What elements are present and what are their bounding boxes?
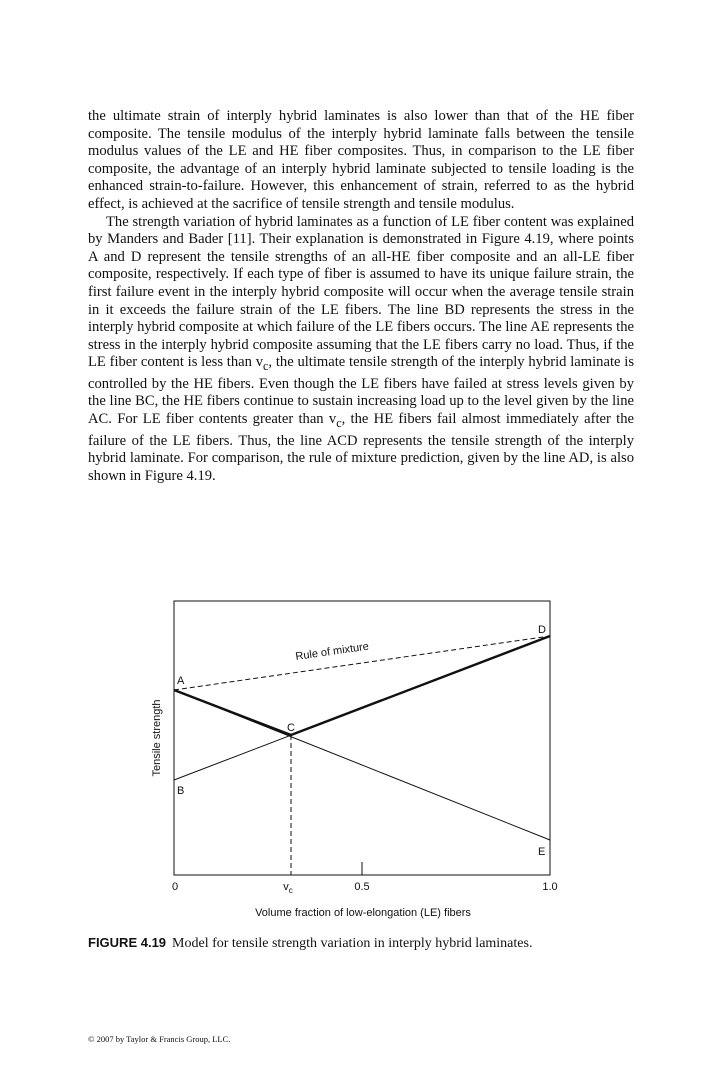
vc-subscript-2: c	[336, 415, 342, 430]
tick-label-10: 1.0	[542, 881, 558, 893]
figure-4-19	[140, 598, 580, 928]
caption-text: Model for tensile strength variation in interply hybrid laminates.	[172, 936, 533, 951]
x-axis-label: Volume fraction of low-elongation (LE) fibers	[255, 907, 471, 919]
tick-label-0: 0	[171, 881, 179, 893]
point-A-label: A	[177, 675, 185, 687]
y-axis-label: Tensile strength	[151, 699, 163, 777]
tick-label-05: 0.5	[354, 881, 370, 893]
paragraph-1: the ultimate strain of interply hybrid laminates is also lower than that of the HE fiber composite. The tensile modulus of the interply hybrid laminate falls between the tensile modulus values of the LE and HE fiber composites. Thus, in comparison to the LE fiber composite, the advantage of an interply hybrid laminate subjected to tensile loading is the enhanced strain-to-failure. However, this enhancement of strain, referred to as the hybrid effect, is achieved at the sacrifice of tensile strength and tensile modulus.	[88, 108, 634, 212]
rule-of-mixture-label: Rule of mixture	[294, 640, 370, 663]
line-AC	[174, 690, 291, 735]
vc-subscript-1: c	[263, 359, 269, 374]
strength-diagram	[140, 598, 580, 928]
caption-label: FIGURE 4.19	[88, 935, 167, 950]
paragraph-2	[88, 214, 634, 486]
copyright-footer: © 2007 by Taylor & Francis Group, LLC.	[88, 1034, 231, 1044]
point-C-label: C	[287, 722, 295, 734]
body-text	[88, 108, 634, 485]
figure-caption	[88, 935, 634, 952]
tick-label-vc: $v_c$	[283, 881, 293, 895]
paragraph-2-part-b: , the ultimate tensile strength of the interply hybrid laminate is controlled by the HE fibers. Even though the LE fibers have failed at stress levels given by the line BC, the HE fibers continue to sustain increasing load up to the level given by the line AC. For LE fiber contents greater than v	[88, 354, 634, 427]
paragraph-2-part-a: The strength variation of hybrid laminates as a function of LE fiber content was explained by Manders and Bader [11]. Their explanation is demonstrated in Figure 4.19, where points A and D represent the tensile strengths of an all-HE fiber composite and an all-LE fiber composite, respectively. If each type of fiber is assumed to have its unique failure strain, the first failure event in the interply hybrid composite will occur when the average tensile strain in it exceeds the failure strain of the LE fibers. The line BD represents the stress in the interply hybrid composite at which failure of the LE fibers occurs. The line AE represents the stress in the interply hybrid composite assuming that the LE fibers carry no load. Thus, if the LE fiber content is less than v	[88, 213, 634, 371]
paragraph-2-part-c: , the HE fibers fail almost immediately after the failure of the LE fibers. Thus, the line ACD represents the tensile strength of the interply hybrid laminate. For comparison, the rule of mixture prediction, given by the line AD, is also shown in Figure 4.19.	[88, 411, 634, 484]
point-D-label: D	[538, 624, 546, 636]
point-B-label: B	[177, 785, 185, 797]
point-E-label: E	[538, 846, 546, 858]
